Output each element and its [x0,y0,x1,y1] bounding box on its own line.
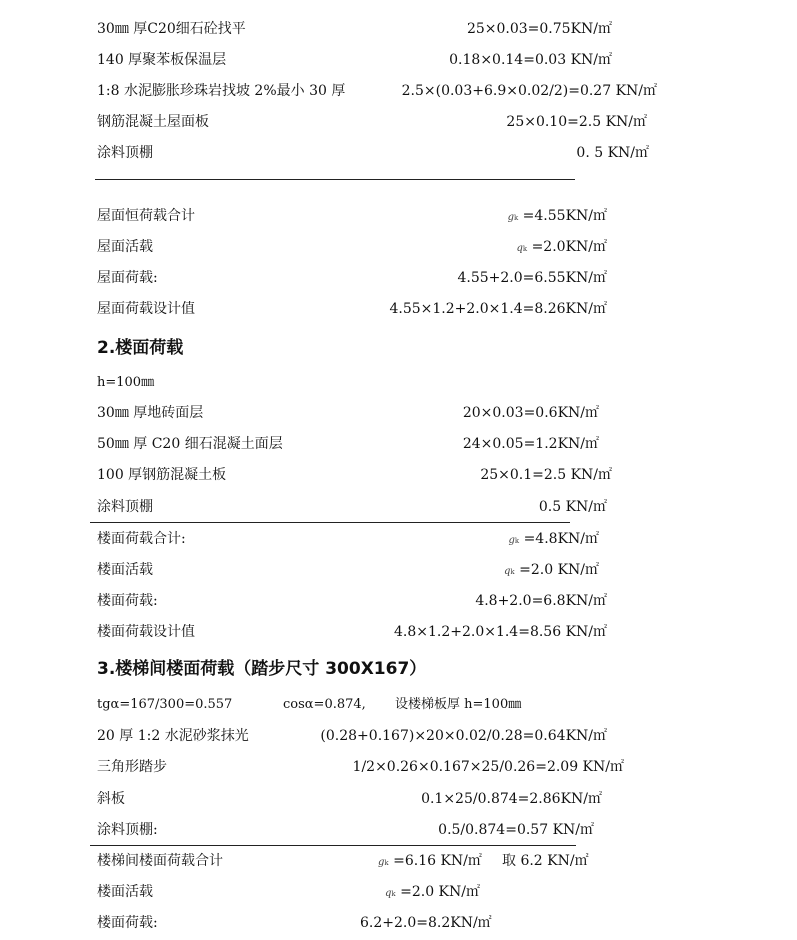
floor-total-label: 楼面荷载合计: [97,531,186,547]
roof-item-value: 0. 5 KN/㎡ [576,145,649,161]
k-subscript: k [513,214,519,222]
q-symbol: q [504,566,511,577]
stair-total-take: 取 6.2 KN/㎡ [502,853,589,869]
k-subscript: k [522,245,528,253]
floor-item-label: 30㎜ 厚地砖面层 [97,405,204,421]
stair-total-value [378,851,482,873]
q-symbol: q [385,888,392,899]
floor-item-value: 25×0.1=2.5 KN/㎡ [480,467,612,483]
roof-item-value: 25×0.03=0.75KN/㎡ [466,21,612,37]
q-symbol: q [516,243,523,254]
stair-tg: tgα=167/300=0.557 [97,697,233,712]
floor-design-value: 4.8×1.2+2.0×1.4=8.56 KN/㎡ [393,624,607,640]
g-symbol: g [508,535,515,546]
stair-item-label: 20 厚 1:2 水泥砂浆抹光 [97,728,249,744]
k-subscript: k [514,537,520,545]
k-subscript: k [391,890,396,898]
floor-total-value [508,529,599,551]
stair-item-value: (0.28+0.167)×20×0.02/0.28=0.64KN/㎡ [320,728,607,744]
roof-item-label: 涂料顶棚 [97,145,153,161]
roof-live-value [516,237,607,259]
stair-live-number: =2.0 KN/㎡ [400,884,480,900]
roof-item-label: 钢筋混凝土屋面板 [97,114,209,130]
roof-design-value: 4.55×1.2+2.0×1.4=8.26KN/㎡ [389,301,607,317]
floor-item-label: 50㎜ 厚 C20 细石混凝土面层 [97,436,283,452]
stair-cos: cosα=0.874, [283,697,366,712]
roof-item-label: 140 厚聚苯板保温层 [97,52,227,68]
stair-item-label: 涂料顶棚: [97,822,158,838]
roof-item-value: 25×0.10=2.5 KN/㎡ [506,114,647,130]
stair-item-label: 三角形踏步 [97,759,167,775]
stair-divider [90,845,576,846]
k-subscript: k [384,859,389,867]
stair-live-label: 楼面活载 [97,884,153,900]
stair-load-value: 6.2+2.0=8.2KN/㎡ [360,915,492,931]
stair-item-value: 0.1×25/0.874=2.86KN/㎡ [421,791,602,807]
stair-item-label: 斜板 [97,791,125,807]
roof-live-number: =2.0KN/㎡ [531,239,607,255]
floor-live-label: 楼面活载 [97,562,153,578]
roof-item-label: 30㎜ 厚C20细石砼找平 [97,21,246,37]
floor-item-value: 24×0.05=1.2KN/㎡ [462,436,599,452]
stair-total-label: 楼梯间楼面荷载合计 [97,853,223,869]
floor-divider [90,522,570,523]
floor-load-label: 楼面荷载: [97,593,158,609]
floor-item-label: 涂料顶棚 [97,499,153,515]
roof-live-label: 屋面活载 [97,239,153,255]
roof-total-number: =4.55KN/㎡ [522,208,607,224]
stair-item-value: 0.5/0.874=0.57 KN/㎡ [438,822,594,838]
roof-design-label: 屋面荷载设计值 [97,301,195,317]
stair-load-label: 楼面荷载: [97,915,158,931]
stair-item-value: 1/2×0.26×0.167×25/0.26=2.09 KN/㎡ [352,759,624,775]
floor-design-label: 楼面荷载设计值 [97,624,195,640]
floor-item-label: 100 厚钢筋混凝土板 [97,467,227,483]
roof-total-label: 屋面恒荷载合计 [97,208,195,224]
floor-thickness: h=100㎜ [97,375,155,390]
floor-total-number: =4.8KN/㎡ [523,531,599,547]
roof-divider [95,179,575,180]
floor-heading: 2.楼面荷载 [97,338,184,358]
floor-live-number: =2.0 KN/㎡ [519,562,599,578]
roof-item-label: 1:8 水泥膨胀珍珠岩找坡 2%最小 30 厚 [97,83,346,99]
k-subscript: k [510,568,515,576]
stair-live-value [385,882,480,904]
roof-item-value: 0.18×0.14=0.03 KN/㎡ [449,52,612,68]
floor-item-value: 0.5 KN/㎡ [538,499,607,515]
floor-item-value: 20×0.03=0.6KN/㎡ [462,405,599,421]
g-symbol: g [378,857,385,868]
stair-total-number: =6.16 KN/㎡ [393,853,482,869]
floor-live-value [504,560,599,582]
floor-load-value: 4.8+2.0=6.8KN/㎡ [475,593,607,609]
g-symbol: g [507,212,514,223]
roof-total-value [508,206,607,228]
stair-heading: 3.楼梯间楼面荷载（踏步尺寸 300X167） [97,659,427,679]
stair-thickness: 设楼梯板厚 h=100㎜ [395,697,522,712]
roof-load-value: 4.55+2.0=6.55KN/㎡ [457,270,607,286]
roof-load-label: 屋面荷载: [97,270,158,286]
roof-item-value: 2.5×(0.03+6.9×0.02/2)=0.27 KN/㎡ [401,83,657,99]
